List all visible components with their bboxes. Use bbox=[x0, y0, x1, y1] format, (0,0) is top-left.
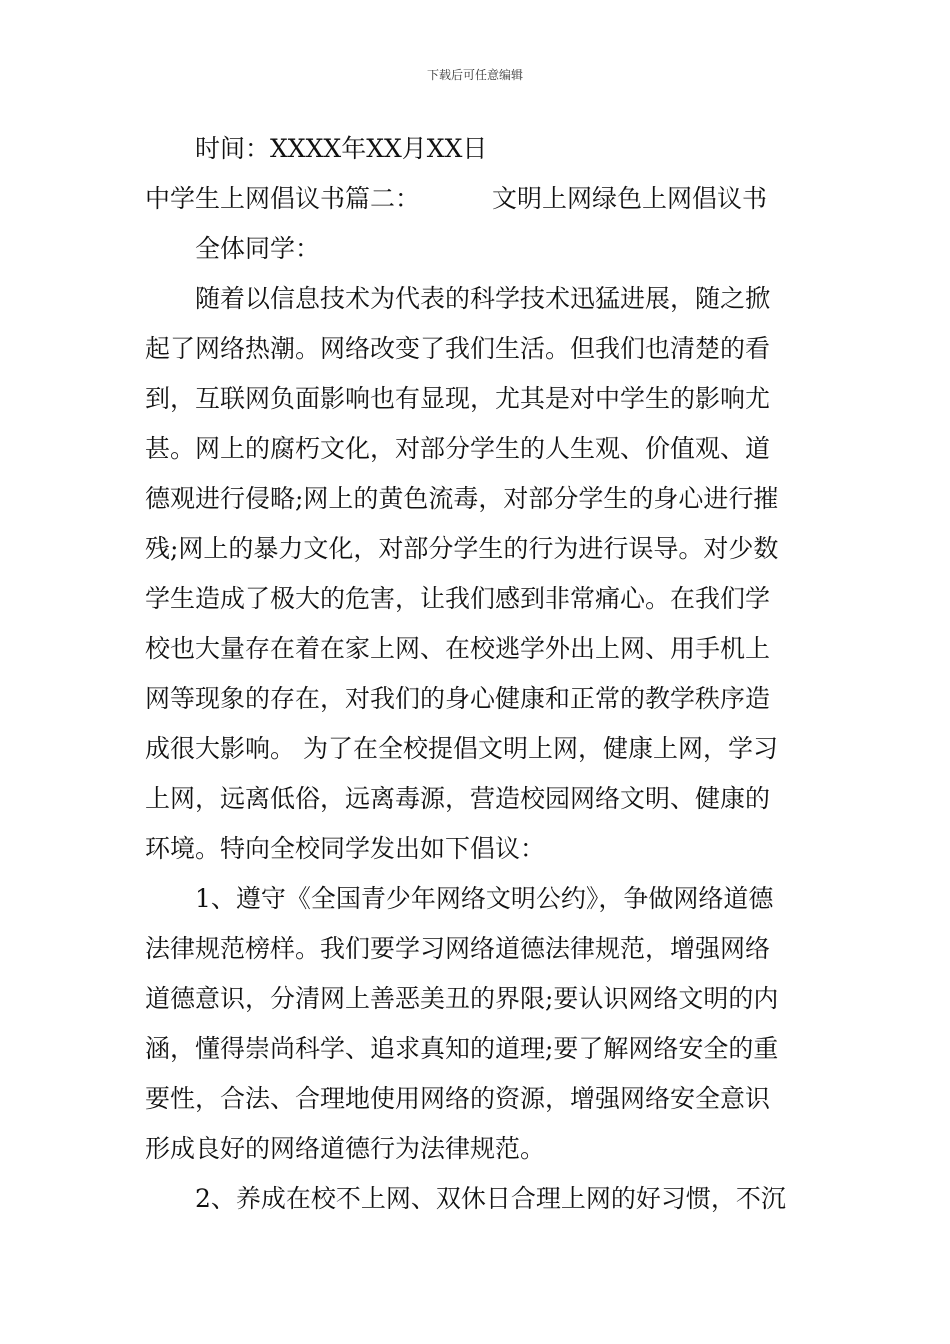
title-part-2: 文明上网绿色上网倡议书 bbox=[492, 184, 768, 213]
paragraph-line: 校也大量存在着在家上网、在校逃学外出上网、用手机上 bbox=[145, 634, 771, 663]
paragraph-line: 2、养成在校不上网、双休日合理上网的好习惯，不沉 bbox=[195, 1184, 786, 1213]
title-part-1: 中学生上网倡议书篇二： bbox=[145, 184, 421, 213]
paragraph-line: 要性，合法、合理地使用网络的资源，增强网络安全意识 bbox=[145, 1084, 771, 1113]
date-line: 时间：XXXX年XX月XX日 bbox=[195, 134, 488, 163]
paragraph-line: 道德意识，分清网上善恶美丑的界限;要认识网络文明的内 bbox=[145, 984, 779, 1013]
paragraph-line: 起了网络热潮。网络改变了我们生活。但我们也清楚的看 bbox=[145, 334, 771, 363]
paragraph-line: 随着以信息技术为代表的科学技术迅猛进展，随之掀 bbox=[195, 284, 771, 313]
paragraph-line: 形成良好的网络道德行为法律规范。 bbox=[145, 1134, 546, 1163]
paragraph-line: 成很大影响。 为了在全校提倡文明上网，健康上网，学习 bbox=[145, 734, 778, 763]
paragraph-line: 德观进行侵略;网上的黄色流毒，对部分学生的身心进行摧 bbox=[145, 484, 779, 513]
salutation: 全体同学： bbox=[195, 234, 321, 263]
paragraph-line: 学生造成了极大的危害，让我们感到非常痛心。在我们学 bbox=[145, 584, 771, 613]
paragraph-line: 法律规范榜样。我们要学习网络道德法律规范，增强网络 bbox=[145, 934, 771, 963]
paragraph-line: 环境。特向全校同学发出如下倡议： bbox=[145, 834, 546, 863]
paragraph-line: 到，互联网负面影响也有显现，尤其是对中学生的影响尤 bbox=[145, 384, 771, 413]
paragraph-line: 涵，懂得崇尚科学、追求真知的道理;要了解网络安全的重 bbox=[145, 1034, 779, 1063]
paragraph-line: 残;网上的暴力文化，对部分学生的行为进行误导。对少数 bbox=[145, 534, 779, 563]
paragraph-line: 1、遵守《全国青少年网络文明公约》，争做网络道德 bbox=[195, 884, 774, 913]
paragraph-line: 上网，远离低俗，远离毒源，营造校园网络文明、健康的 bbox=[145, 784, 771, 813]
header-note: 下载后可任意编辑 bbox=[426, 68, 523, 82]
paragraph-line: 网等现象的存在，对我们的身心健康和正常的教学秩序造 bbox=[145, 684, 771, 713]
paragraph-line: 甚。网上的腐朽文化，对部分学生的人生观、价值观、道 bbox=[145, 434, 771, 463]
document-title bbox=[145, 184, 767, 214]
